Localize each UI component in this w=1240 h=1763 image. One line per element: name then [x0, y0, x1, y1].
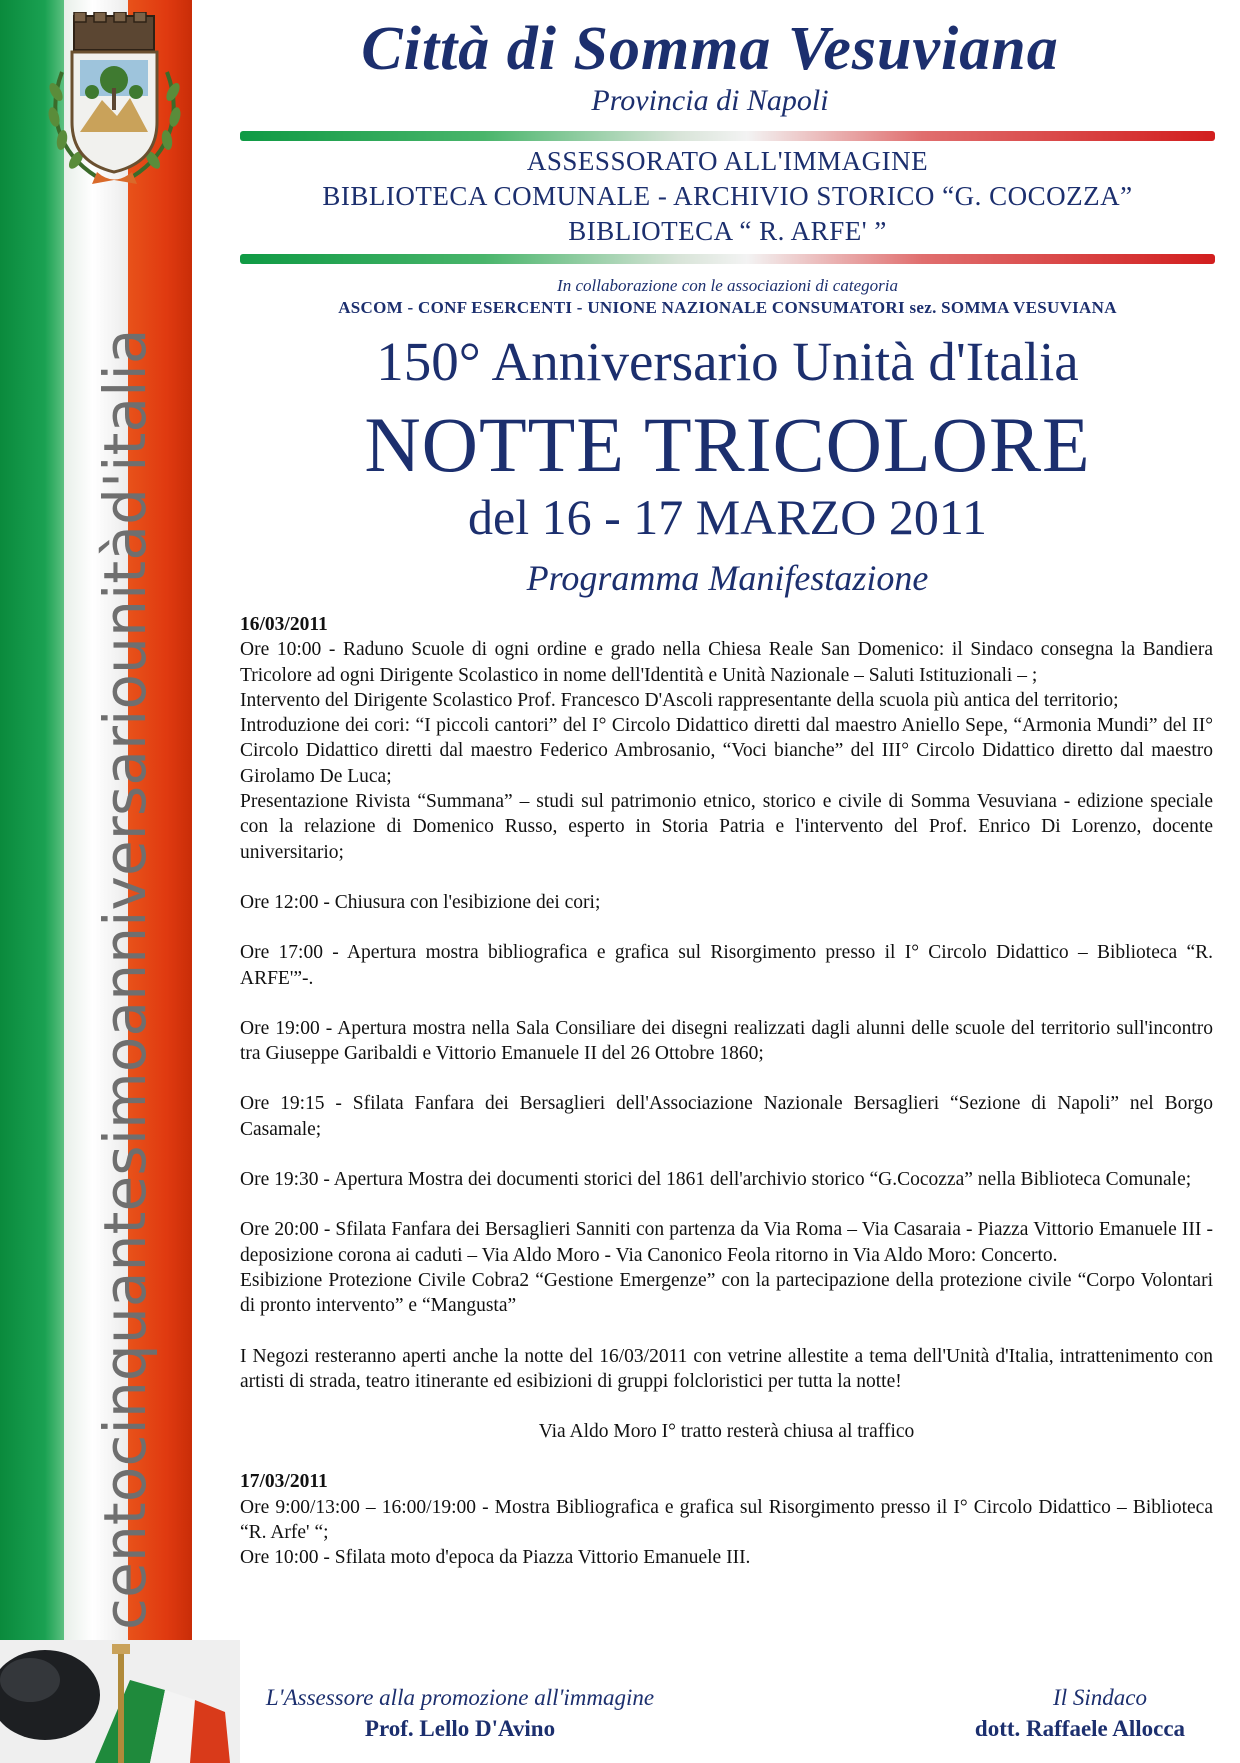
band-green: [0, 0, 64, 1640]
vertical-anniversary-text: centocinquantesimoanniversariounitàd'italia: [91, 328, 159, 1630]
city-title: Città di Somma Vesuviana: [361, 15, 1059, 83]
event-title: NOTTE TRICOLORE: [364, 401, 1091, 488]
program-item: Ore 17:00 - Apertura mostra bibliografica e grafica sul Risorgimento presso il I° Circolo Didattico – Biblioteca “R. ARFE'”-.: [240, 942, 1213, 989]
day-2-heading: 17/03/2011: [240, 1471, 328, 1493]
program-item: Esibizione Protezione Civile Cobra2 “Gestione Emergenze” con la partecipazione della protezione civile “Corpo Volontari di pronto intervento” e “Mangusta”: [240, 1269, 1213, 1317]
dept-line-3: BIBLIOTECA “ R. ARFE' ”: [568, 216, 887, 246]
tricolor-rule-bottom: [240, 254, 1215, 264]
assessor-name: Prof. Lello D'Avino: [364, 1716, 556, 1741]
program-item: Ore 12:00 - Chiusura con l'esibizione dei cori;: [240, 891, 601, 913]
program-item: Presentazione Rivista “Summana” – studi sul patrimonio etnico, storico e civile di Somma Vesuviana - edizione speciale con la relazione di Domenico Russo, esperto in Storia Patria e l'intervento del Prof. Enrico Di Lorenzo, docente universitario;: [240, 791, 1213, 863]
mayor-name: dott. Raffaele Allocca: [974, 1716, 1186, 1741]
collaboration-note: In collaborazione con le associazioni di categoria: [557, 276, 898, 295]
event-dates: del 16 - 17 MARZO 2011: [468, 489, 987, 545]
shops-note: I Negozi resteranno aperti anche la notte del 16/03/2011 con vetrine allestite a tema dell'Unità d'Italia, intrattenimento con artisti di strada, teatro itinerante ed esibizioni di gruppi folcloristici per tutta la notte!: [240, 1345, 1213, 1392]
bersagliere-hat-flag-icon: [0, 1640, 240, 1763]
program-item: Intervento del Dirigente Scolastico Prof. Francesco D'Ascoli rappresentante della scuola più antica del territorio;: [240, 689, 1119, 711]
municipal-crest-icon: [42, 12, 187, 192]
program-body: [240, 612, 1213, 1571]
program-item: Ore 9:00/13:00 – 16:00/19:00 - Mostra Bibliografica e grafica sul Risorgimento presso il I° Circolo Didattico – Biblioteca “R. Arfe' “;: [240, 1496, 1213, 1544]
program-item: Ore 19:15 - Sfilata Fanfara dei Bersaglieri dell'Associazione Nazionale Bersaglieri “Sezione di Napoli” nel Borgo Casamale;: [240, 1093, 1213, 1140]
traffic-note: Via Aldo Moro I° tratto resterà chiusa al traffico: [538, 1421, 915, 1443]
tricolor-rule-top: [240, 131, 1215, 141]
program-item: Ore 20:00 - Sfilata Fanfara dei Bersaglieri Sanniti con partenza da Via Roma – Via Casaraia - Piazza Vittorio Emanuele III -deposizione corona ai caduti – Via Aldo Moro - Via Canonico Feola ritorno in Via Aldo Moro: Concerto.: [240, 1219, 1213, 1266]
dept-line-1: ASSESSORATO ALL'IMMAGINE: [526, 146, 929, 176]
dept-line-2: BIBLIOTECA COMUNALE - ARCHIVIO STORICO “G. COCOZZA”: [322, 181, 1133, 211]
assessor-role: L'Assessore alla promozione all'immagine: [265, 1685, 655, 1710]
associations-list: ASCOM - CONF ESERCENTI - UNIONE NAZIONALE CONSUMATORI sez. SOMMA VESUVIANA: [338, 298, 1117, 317]
program-item: Ore 10:00 - Sfilata moto d'epoca da Piazza Vittorio Emanuele III.: [240, 1547, 751, 1569]
mayor-role: Il Sindaco: [1053, 1685, 1147, 1710]
program-item: Ore 19:30 - Apertura Mostra dei documenti storici del 1861 dell'archivio storico “G.Cocozza” nella Biblioteca Comunale;: [240, 1169, 1192, 1191]
program-item: Introduzione dei cori: “I piccoli cantori” del I° Circolo Didattico diretti dal maestro Aniello Sepe, “Armonia Mundi” del II° Circolo Didattico diretti dal maestro Federico Ambrosanio, “Voci bianche” del III° Circolo Didattico diretto dal maestro Girolamo De Luca;: [240, 715, 1213, 787]
program-item: Ore 10:00 - Raduno Scuole di ogni ordine e grado nella Chiesa Reale San Domenico: il Sindaco consegna la Bandiera Tricolore ad ogni Dirigente Scolastico in nome dell'Identità e Unità Nazionale – Saluti Istituzionali – ;: [240, 639, 1213, 686]
day-1-heading: 16/03/2011: [240, 614, 328, 635]
program-title: Programma Manifestazione: [526, 558, 929, 598]
province: Provincia di Napoli: [591, 84, 829, 117]
anniversary-title: 150° Anniversario Unità d'Italia: [376, 331, 1079, 392]
program-item: Ore 19:00 - Apertura mostra nella Sala Consiliare dei disegni realizzati dagli alunni delle scuole del territorio sull'incontro tra Giuseppe Garibaldi e Vittorio Emanuele II del 26 Ottobre 1860;: [240, 1017, 1213, 1065]
